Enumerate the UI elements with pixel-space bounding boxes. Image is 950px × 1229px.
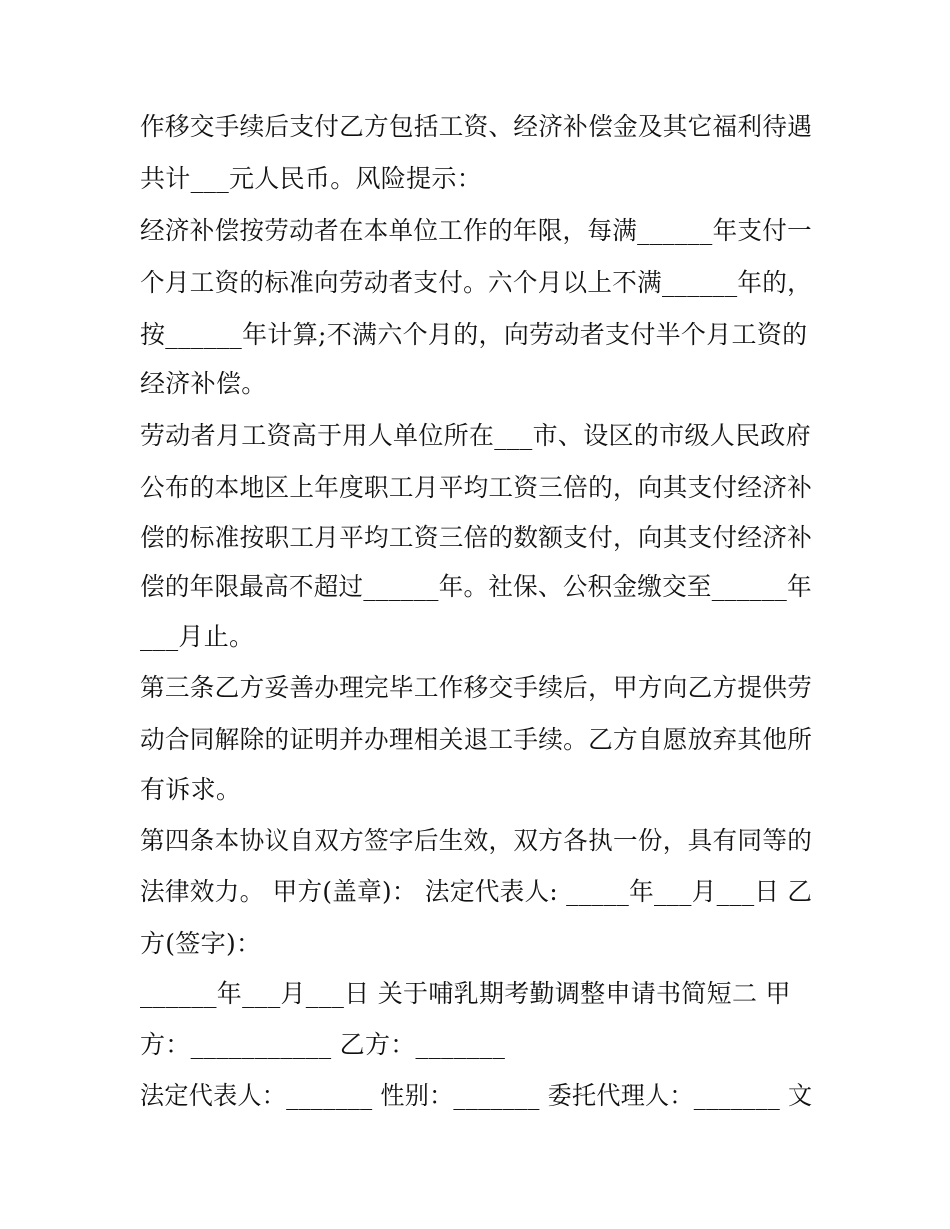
text-line: 按______年计算;不满六个月的，向劳动者支付半个月工资的 (140, 320, 808, 349)
text-line: 第四条本协议自双方签字后生效，双方各执一份，具有同等的 (140, 826, 813, 855)
text-line: 偿的标准按职工月平均工资三倍的数额支付，向其支付经济补 (140, 523, 813, 552)
text-line: 偿的年限最高不超过______年。社保、公积金缴交至______年 (140, 572, 812, 601)
text-line: 经济补偿按劳动者在本单位工作的年限，每满______年支付一 (140, 216, 813, 245)
text-line: ___月止。 (140, 622, 255, 651)
text-line: 劳动者月工资高于用人单位所在___市、设区的市级人民政府 (140, 421, 811, 450)
text-line: 个月工资的标准向劳动者支付。六个月以上不满______年的， (140, 268, 813, 297)
text-line: 经济补偿。 (140, 369, 267, 398)
text-line: 法律效力。 甲方(盖章)： 法定代表人: _____年___月___日 乙 (140, 877, 813, 906)
text-line: 有诉求。 (140, 775, 242, 804)
text-line: 方：___________ 乙方：_______ (140, 1030, 506, 1059)
text-line: 公布的本地区上年度职工月平均工资三倍的，向其支付经济补 (140, 473, 813, 502)
text-line: 法定代表人：_______ 性别：_______ 委托代理人：_______ 文 (140, 1081, 813, 1110)
text-line: 共计___元人民币。风险提示： (140, 164, 483, 193)
text-line: 方(签字)： (140, 929, 262, 958)
text-line: 作移交手续后支付乙方包括工资、经济补偿金及其它福利待遇 (140, 112, 813, 141)
text-line: ______年___月___日 关于哺乳期考勤调整申请书简短二 甲 (140, 979, 791, 1008)
text-line: 动合同解除的证明并办理相关退工手续。乙方自愿放弃其他所 (140, 725, 813, 754)
text-line: 第三条乙方妥善办理完毕工作移交手续后，甲方向乙方提供劳 (140, 673, 813, 702)
